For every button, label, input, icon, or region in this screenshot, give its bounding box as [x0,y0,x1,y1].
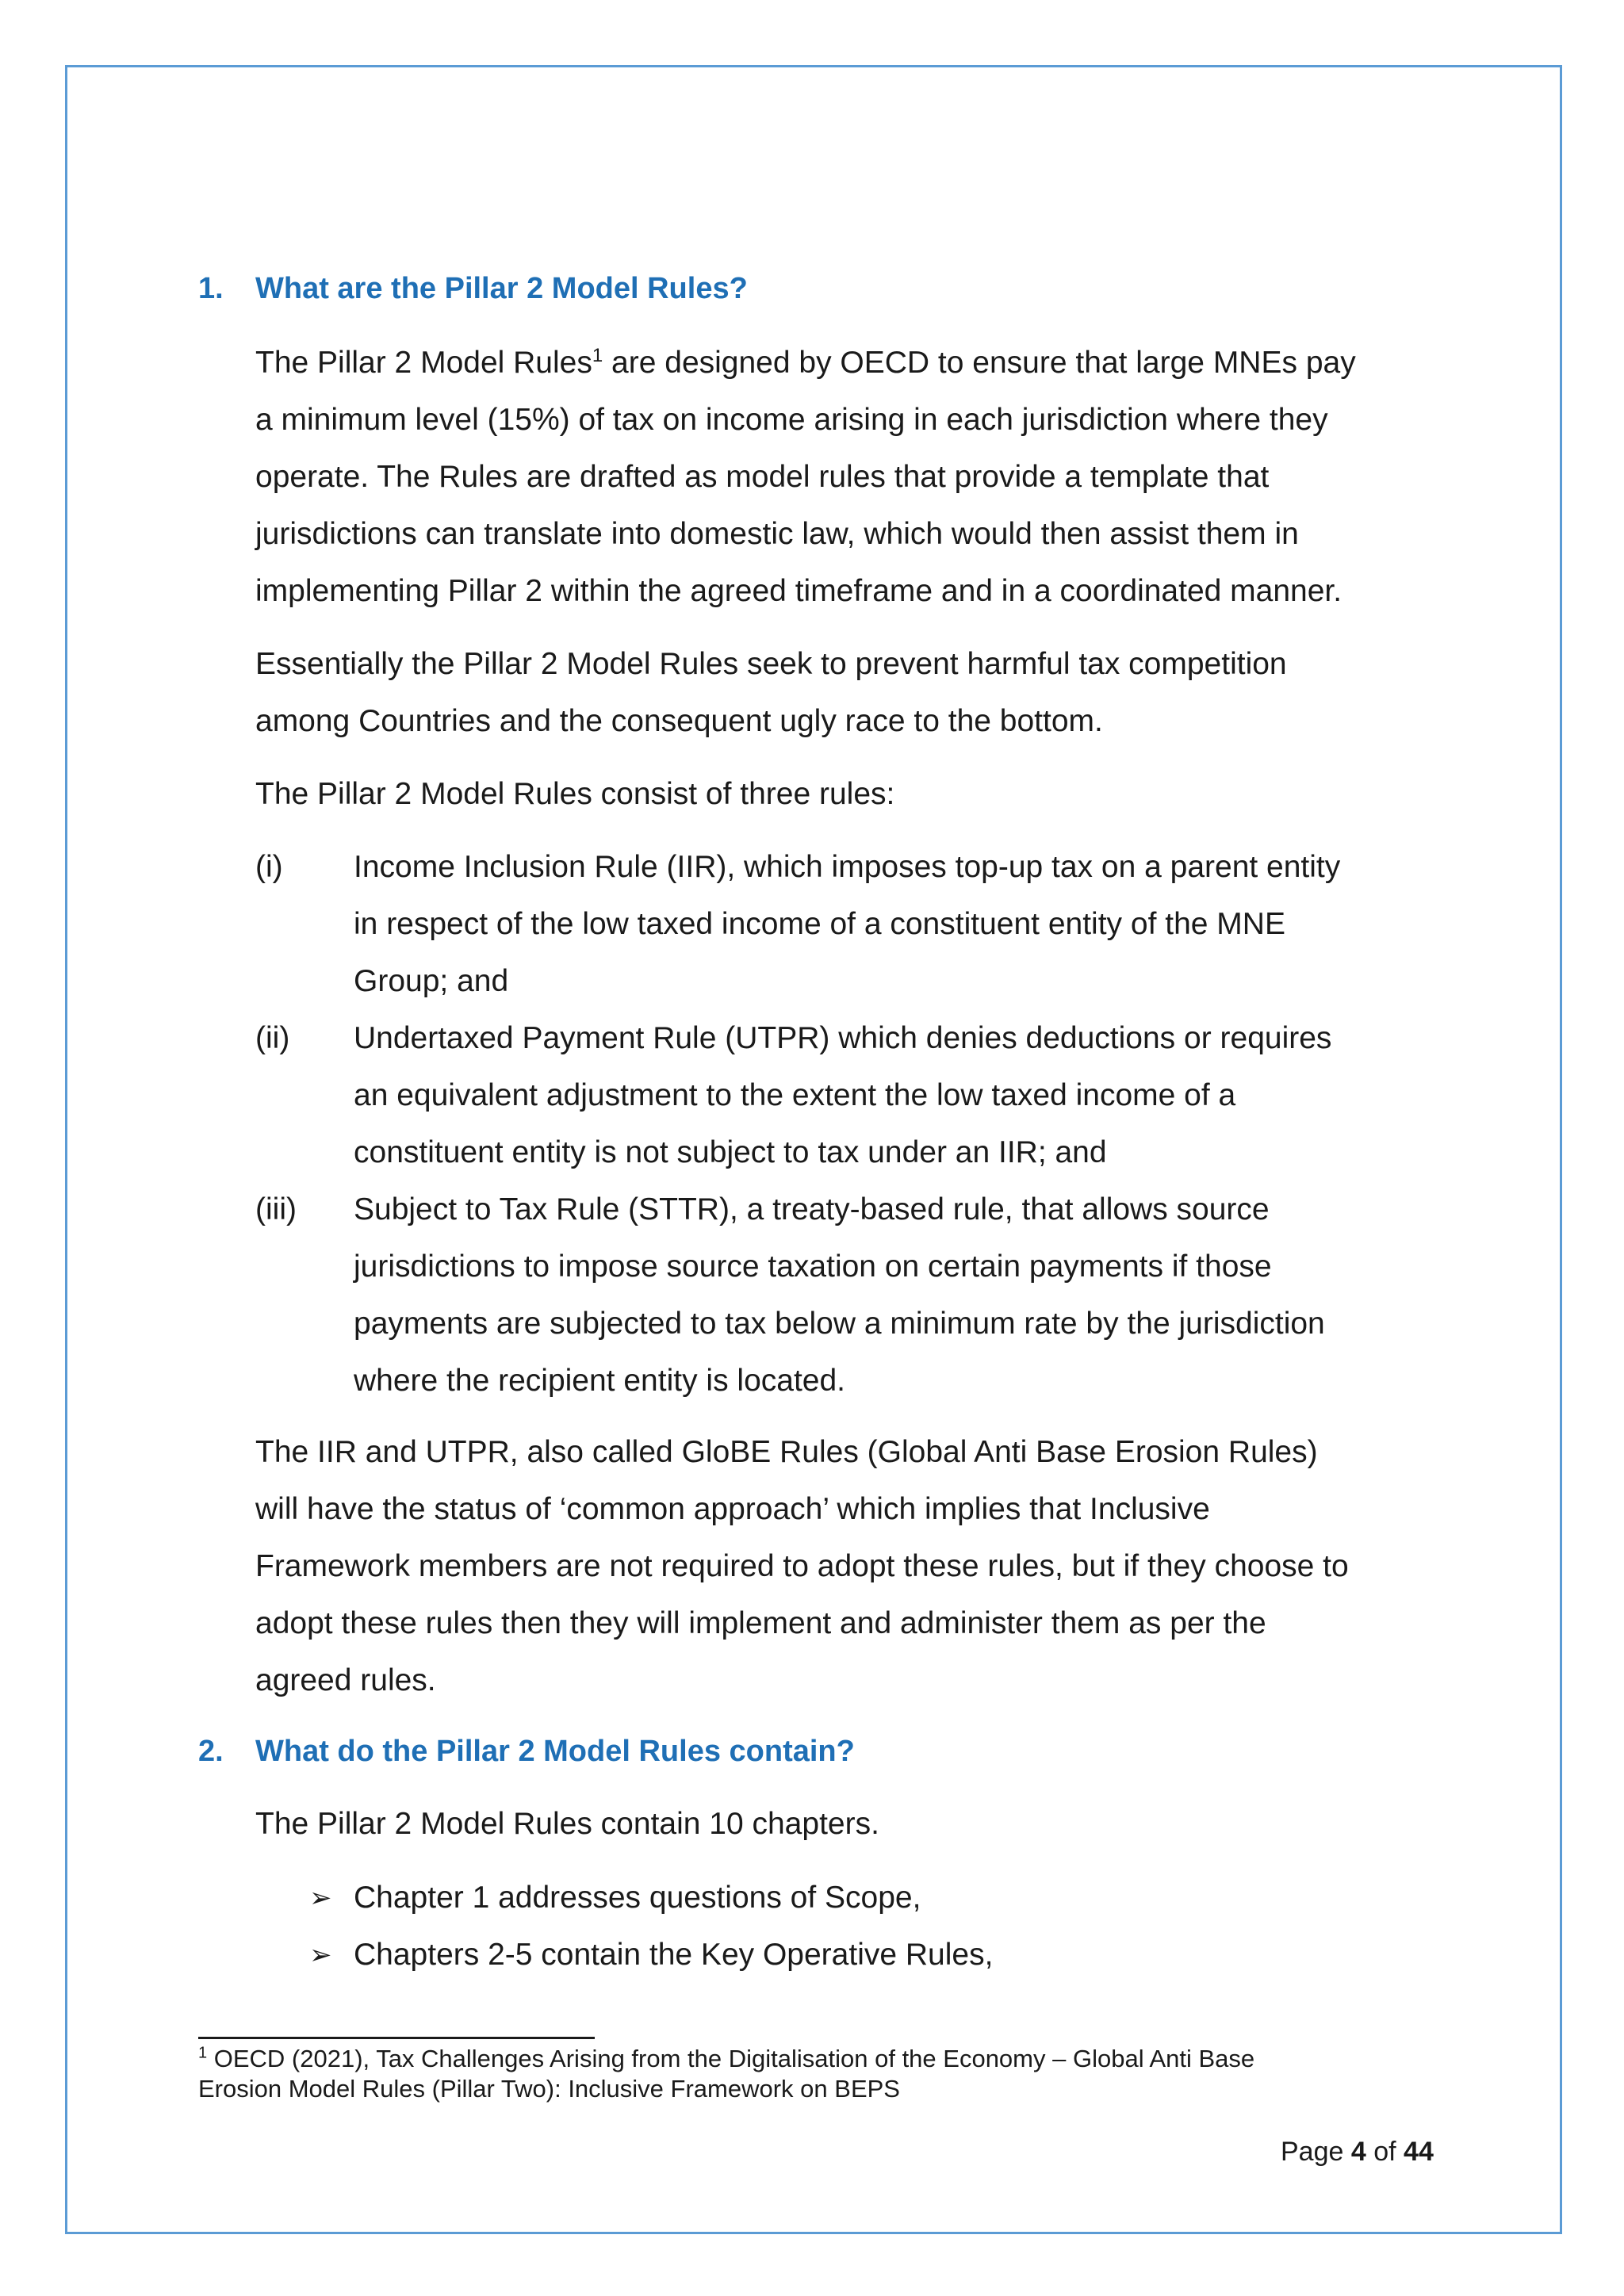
footnote-line: $^1$ OECD (2021), Tax Challenges Arising from the Digitalisation of the Economy – Global Anti Base [198,2044,1255,2072]
section-2-number: 2. [198,1735,224,1768]
paragraph-line: The IIR and UTPR, also called GloBE Rules (Global Anti Base Erosion Rules) [255,1435,1318,1469]
list-item-line: constituent entity is not subject to tax under an IIR; and [354,1135,1107,1169]
section-1-paragraph-1 [255,335,1445,620]
section-1-paragraph-3 [255,766,1445,823]
paragraph-line: agreed rules. [255,1663,436,1697]
paragraph-line: operate. The Rules are drafted as model rules that provide a template that [255,460,1270,494]
list-item: ➢ Chapter 1 addresses questions of Scope, [309,1869,993,1927]
section-1-paragraph-4 [255,1424,1445,1709]
list-item-line: Group; and [354,964,509,998]
list-item-line: in respect of the low taxed income of a constituent entity of the MNE [354,907,1285,941]
list-marker: (iii) [255,1192,297,1226]
list-item-line: payments are subjected to tax below a minimum rate by the jurisdiction [354,1307,1325,1341]
list-item-line: Income Inclusion Rule (IIR), which imposes top-up tax on a parent entity [354,850,1341,884]
footnote-reference[interactable]: 1 [592,345,603,366]
paragraph-line: The Pillar 2 Model Rules consist of three rules: [255,777,895,811]
section-2-title: What do the Pillar 2 Model Rules contain? [255,1735,855,1768]
rule-item-sttr [255,1181,1445,1410]
rule-item-utpr [255,1010,1445,1181]
paragraph-line: will have the status of ‘common approach’ which implies that Inclusive [255,1492,1210,1526]
paragraph-line: Framework members are not required to adopt these rules, but if they choose to [255,1549,1349,1583]
paragraph-line: a minimum level (15%) of tax on income arising in each jurisdiction where they [255,403,1328,437]
footnote-marker: 1 [198,2044,208,2062]
footnote [198,2044,1435,2104]
list-item-line: jurisdictions to impose source taxation on certain payments if those [354,1249,1272,1284]
section-2-paragraph-1 [255,1796,1445,1853]
paragraph-line: adopt these rules then they will implement and administer them as per the [255,1606,1266,1640]
chapters-list [309,1869,993,1984]
list-item: ➢ Chapters 2-5 contain the Key Operative Rules, [309,1927,993,1984]
list-item-line: Undertaxed Payment Rule (UTPR) which denies deductions or requires [354,1021,1332,1055]
arrow-bullet-icon: ➢ [309,1940,332,1970]
paragraph-line: The Pillar 2 Model Rules contain 10 chapters. [255,1807,879,1841]
list-item-line: where the recipient entity is located. [354,1364,846,1398]
paragraph-line: implementing Pillar 2 within the agreed timeframe and in a coordinated manner. [255,574,1342,608]
list-marker: (ii) [255,1021,290,1055]
total-pages: 44 [1404,2137,1434,2167]
rules-list [255,839,1445,1410]
list-item-line: Subject to Tax Rule (STTR), a treaty-based rule, that allows source [354,1192,1270,1226]
section-1-title: What are the Pillar 2 Model Rules? [255,272,748,305]
paragraph-line: among Countries and the consequent ugly race to the bottom. [255,704,1103,738]
paragraph-line: Essentially the Pillar 2 Model Rules seek to prevent harmful tax competition [255,647,1287,681]
paragraph-line: jurisdictions can translate into domestic law, which would then assist them in [255,517,1299,551]
current-page: 4 [1350,2137,1366,2167]
rule-item-iir [255,839,1445,1010]
arrow-bullet-icon: ➢ [309,1883,332,1913]
section-1-paragraph-2 [255,636,1445,750]
paragraph-line: The Pillar 2 Model Rules$^1$ are designed by OECD to ensure that large MNEs pay [255,345,1356,380]
list-item-line: an equivalent adjustment to the extent the low taxed income of a [354,1078,1236,1112]
footnote-separator [198,2037,595,2039]
list-marker: (i) [255,850,283,884]
section-1-number: 1. [198,272,224,305]
page-number: Page 4 of 44 [1281,2137,1434,2167]
footnote-line: Erosion Model Rules (Pillar Two): Inclusive Framework on BEPS [198,2075,900,2103]
